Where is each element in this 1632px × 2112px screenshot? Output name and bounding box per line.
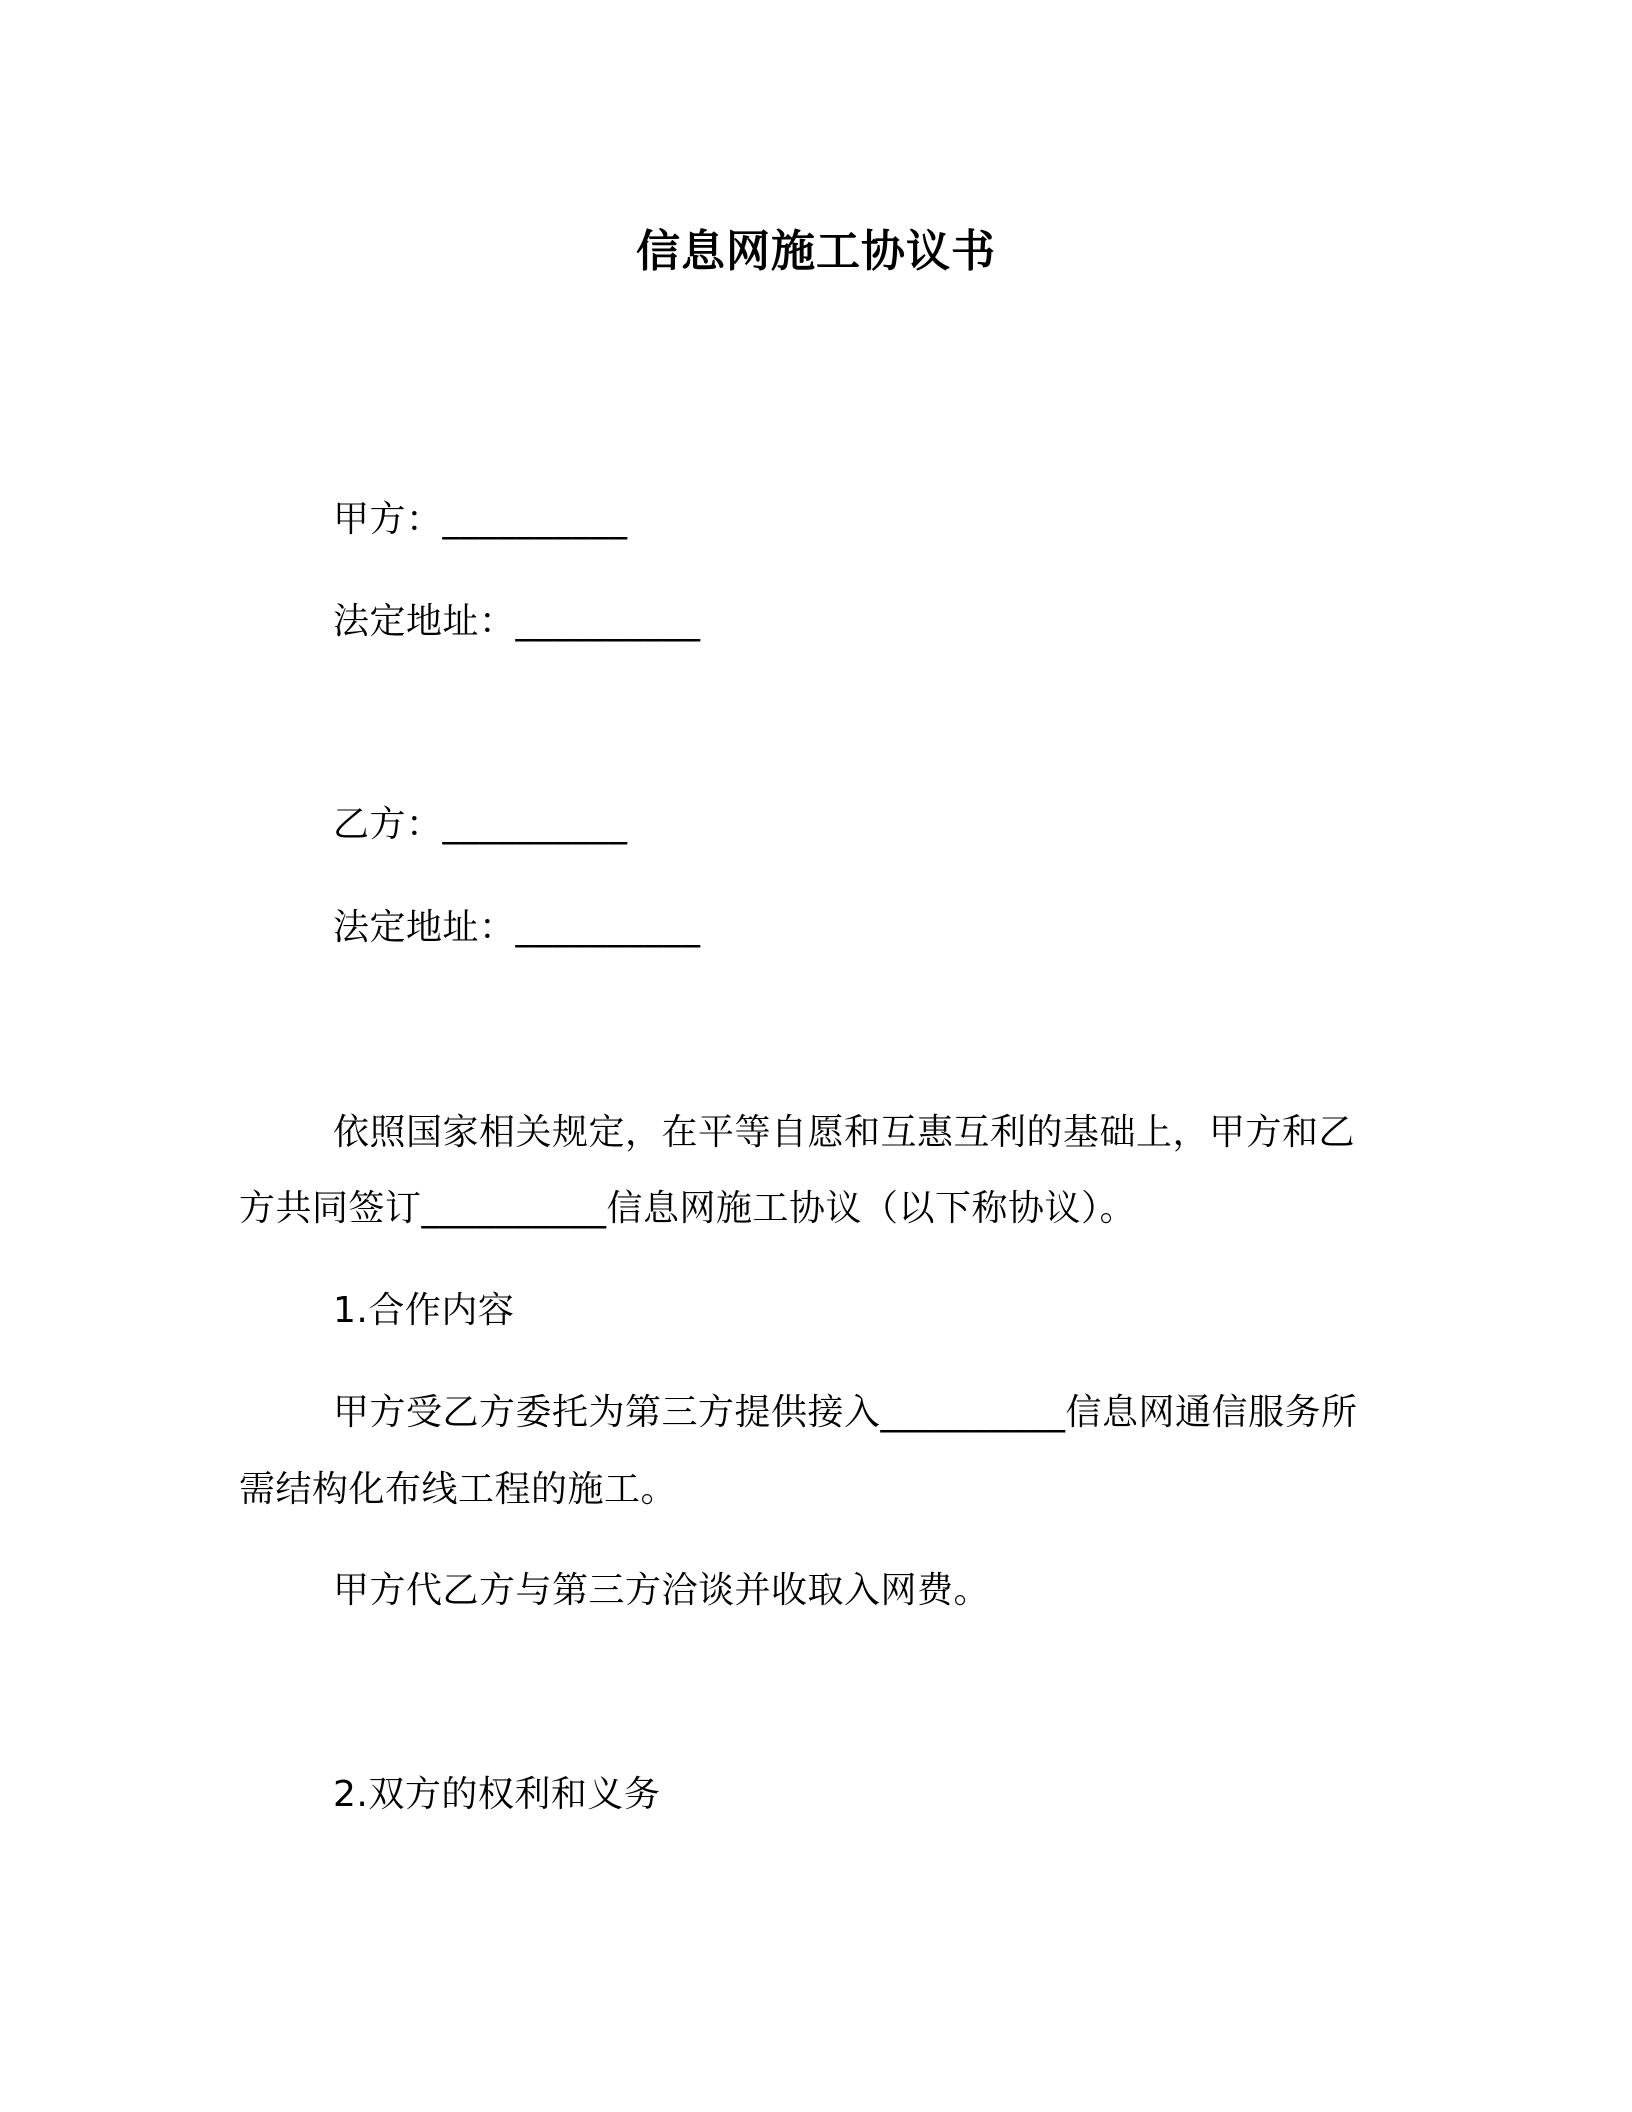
- section-1-paragraph-2: 甲方代乙方与第三方洽谈并收取入网费。: [333, 1570, 991, 1611]
- section-1-paragraph-1-line-1: 甲方受乙方委托为第三方提供接入__________信息网通信服务所: [333, 1392, 1358, 1433]
- intro-paragraph-line-1: 依照国家相关规定，在平等自愿和互惠互利的基础上，甲方和乙: [333, 1112, 1356, 1153]
- party-a-label: 甲方：__________: [333, 499, 628, 540]
- section-1-paragraph-1-line-2: 需结构化布线工程的施工。: [239, 1469, 678, 1510]
- document-title: 信息网施工协议书: [636, 226, 996, 277]
- party-b-label: 乙方：__________: [333, 804, 628, 845]
- section-2-heading: 2.双方的权利和义务: [333, 1774, 661, 1815]
- section-1-heading: 1.合作内容: [333, 1290, 515, 1331]
- party-b-address: 法定地址：__________: [333, 907, 701, 948]
- party-a-address: 法定地址：__________: [333, 601, 701, 642]
- intro-paragraph-line-2: 方共同签订__________信息网施工协议（以下称协议）。: [239, 1188, 1137, 1229]
